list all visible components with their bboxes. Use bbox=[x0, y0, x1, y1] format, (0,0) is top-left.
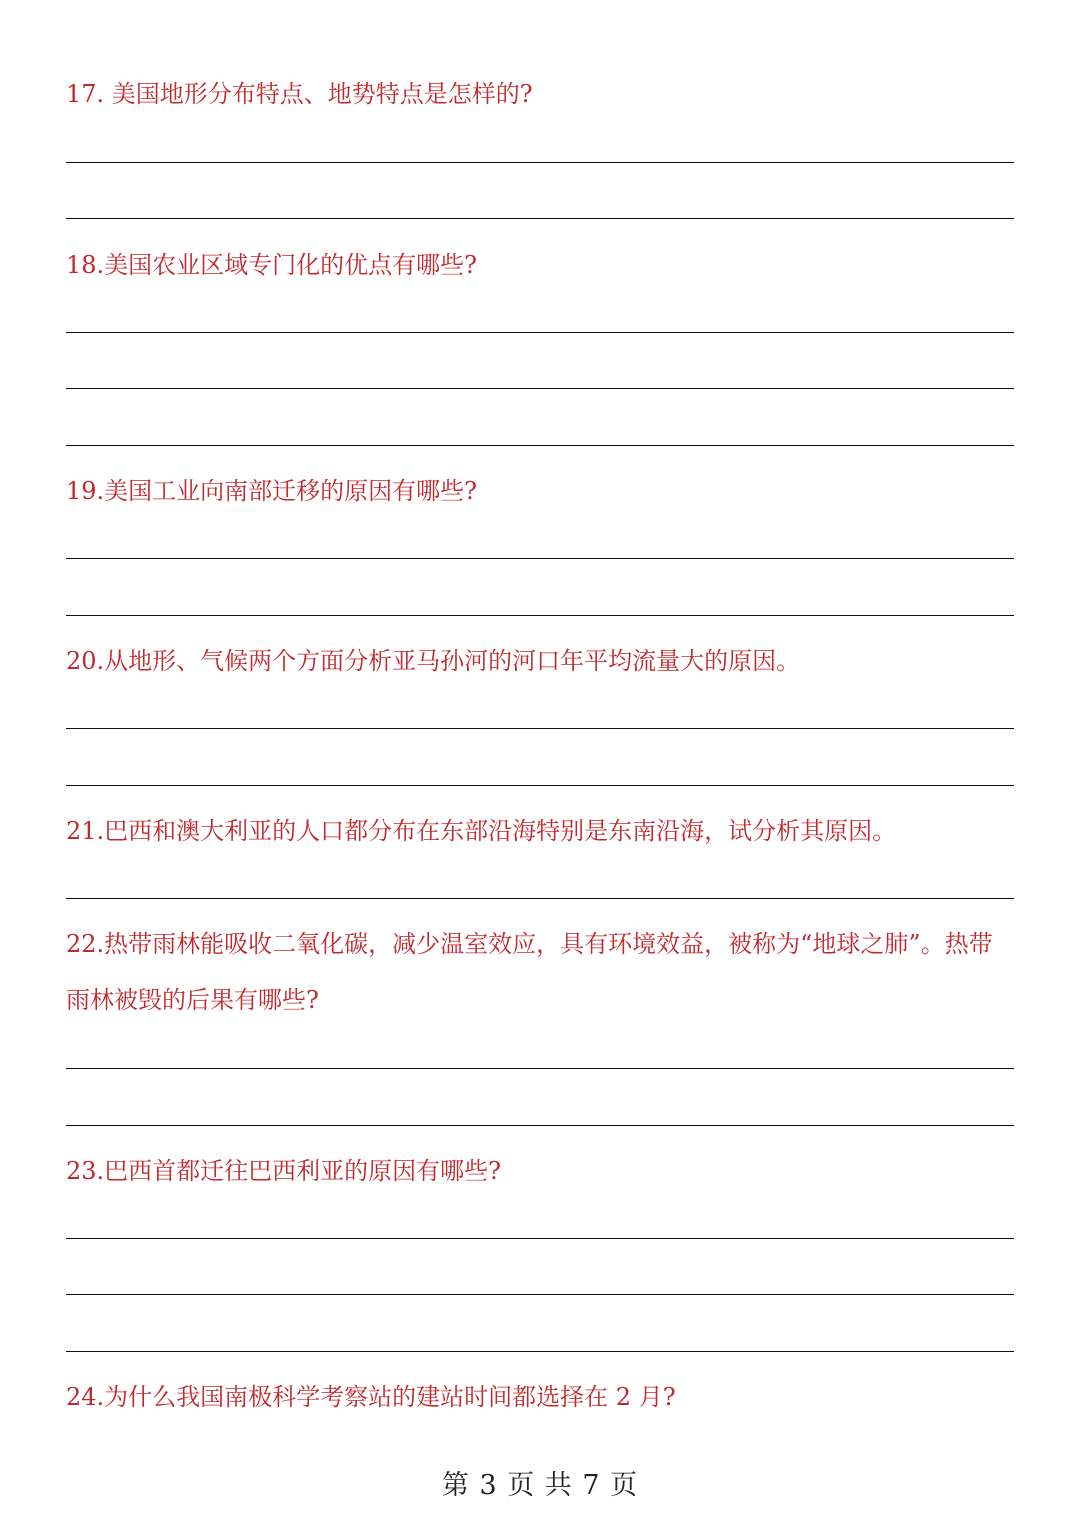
question-20: 20.从地形、气候两个方面分析亚马孙河的河口年平均流量大的原因。 bbox=[66, 647, 801, 675]
answer-line bbox=[66, 1294, 1014, 1295]
answer-line bbox=[66, 1125, 1014, 1126]
answer-line bbox=[66, 1351, 1014, 1352]
answer-line bbox=[66, 615, 1014, 616]
answer-line bbox=[66, 332, 1014, 333]
answer-line bbox=[66, 388, 1014, 389]
answer-line bbox=[66, 1068, 1014, 1069]
answer-line bbox=[66, 1238, 1014, 1239]
question-22: 22.热带雨林能吸收二氧化碳，减少温室效应，具有环境效益，被称为“地球之肺”。热带雨林被毁的后果有哪些? bbox=[66, 930, 993, 1014]
answer-line bbox=[66, 898, 1014, 899]
question-19: 19.美国工业向南部迁移的原因有哪些? bbox=[66, 477, 478, 505]
page-number: 第 3 页 共 7 页 bbox=[441, 1470, 639, 1501]
answer-line bbox=[66, 558, 1014, 559]
answer-line bbox=[66, 218, 1014, 219]
answer-line bbox=[66, 162, 1014, 163]
answer-line bbox=[66, 728, 1014, 729]
answer-line bbox=[66, 445, 1014, 446]
question-17: 17. 美国地形分布特点、地势特点是怎样的? bbox=[66, 80, 533, 108]
answer-line bbox=[66, 785, 1014, 786]
question-23: 23.巴西首都迁往巴西利亚的原因有哪些? bbox=[66, 1157, 502, 1185]
question-18: 18.美国农业区域专门化的优点有哪些? bbox=[66, 251, 478, 279]
question-21: 21.巴西和澳大利亚的人口都分布在东部沿海特别是东南沿海，试分析其原因。 bbox=[66, 817, 897, 845]
question-24: 24.为什么我国南极科学考察站的建站时间都选择在 2 月? bbox=[66, 1383, 676, 1411]
